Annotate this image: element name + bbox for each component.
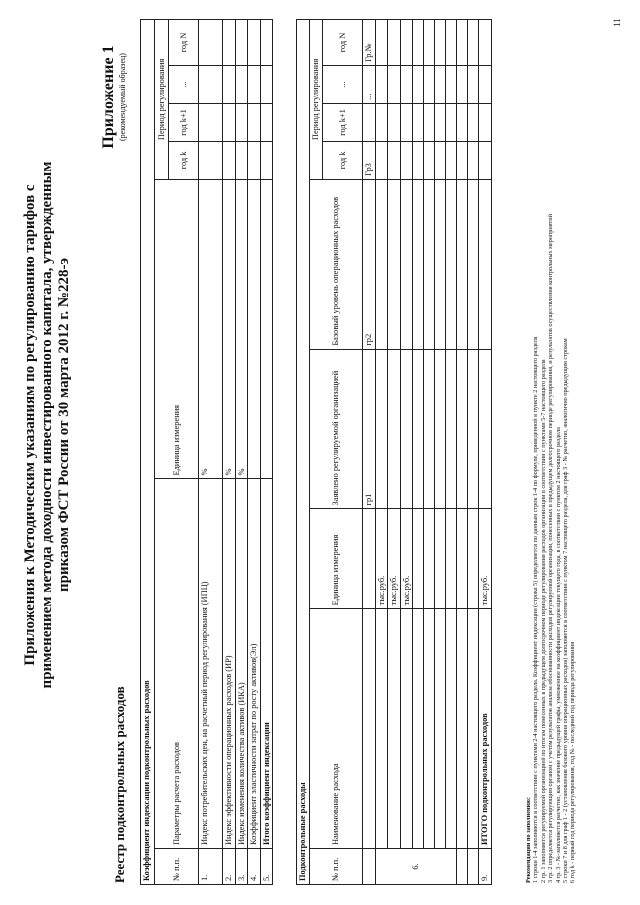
cell xyxy=(468,179,479,349)
cell xyxy=(435,179,446,349)
cell xyxy=(424,349,435,509)
cell xyxy=(446,103,457,141)
cell xyxy=(424,609,435,849)
row-name: Индекс изменения количества активов (ИКА) xyxy=(235,479,248,849)
row-num: 1. xyxy=(199,849,223,885)
table-row xyxy=(388,20,401,885)
col-header-year-n: год N xyxy=(169,20,199,66)
row-name: Коэффициент эластичности затрат по росту активов(Эл) xyxy=(248,479,261,849)
cell xyxy=(248,141,261,179)
table-row xyxy=(260,20,273,885)
cell xyxy=(388,349,401,509)
cell xyxy=(388,141,401,179)
cell xyxy=(388,179,401,349)
cell xyxy=(260,103,273,141)
cell xyxy=(400,141,413,179)
row-name: Индекс эффективности операционных расходов (ИР) xyxy=(223,479,236,849)
note-line: 1 строки 1-4 заполняются в соответствии с пунктами 2-4 настоящего раздела. Коэффициент индексации (строка 5) определяется по данным строк 1-4 по формуле, приведенной в пункте 2 настоящего раздела xyxy=(532,336,540,883)
row-unit: тыс.руб. xyxy=(375,509,388,609)
cell xyxy=(223,66,236,104)
cell xyxy=(363,509,376,609)
cell xyxy=(260,66,273,104)
col-header-year-k1: год k+1 xyxy=(169,103,199,141)
cell xyxy=(457,103,468,141)
cell xyxy=(468,849,479,885)
cell xyxy=(446,349,457,509)
cell xyxy=(235,141,248,179)
cell xyxy=(199,66,223,104)
section-title: Подконтрольные расходы xyxy=(297,20,310,885)
cell xyxy=(375,66,388,104)
row-num: 2. xyxy=(223,849,236,885)
col-header-name: Наименование расхода xyxy=(310,609,363,849)
cell xyxy=(468,349,479,509)
cell xyxy=(235,66,248,104)
cell xyxy=(199,141,223,179)
document-header xyxy=(22,145,73,705)
index-base: гр2 xyxy=(363,179,376,349)
cell xyxy=(260,20,273,66)
cell xyxy=(479,349,492,509)
cell xyxy=(468,103,479,141)
row-unit: тыс.руб. xyxy=(479,509,492,609)
cell xyxy=(413,20,424,66)
cell xyxy=(435,103,446,141)
cell xyxy=(363,609,376,849)
col-header-year-k: год k xyxy=(323,141,363,179)
cell xyxy=(457,849,468,885)
index-declared: гр1 xyxy=(363,349,376,509)
cell xyxy=(468,66,479,104)
cell xyxy=(400,349,413,509)
notes-title: Рекомендации по заполнению: xyxy=(525,797,532,883)
cell xyxy=(375,179,388,349)
cell xyxy=(235,103,248,141)
row-num: 3. xyxy=(235,849,248,885)
cell xyxy=(400,179,413,349)
cell xyxy=(363,103,376,141)
cell xyxy=(235,20,248,66)
row-unit xyxy=(248,179,261,479)
table-row xyxy=(199,20,223,885)
cell xyxy=(413,179,424,349)
cell xyxy=(435,20,446,66)
note-line: 6 год k - первый год периода регулирования, год № - последний год периода регулирования xyxy=(569,641,577,883)
table-row xyxy=(435,20,446,885)
page-number: 11 xyxy=(612,18,622,27)
cell xyxy=(446,609,457,849)
cell xyxy=(479,66,492,104)
cell xyxy=(424,103,435,141)
cell xyxy=(375,141,388,179)
cell xyxy=(457,509,468,609)
cell xyxy=(375,609,388,849)
cell xyxy=(413,141,424,179)
row-name: Итого коэффициент индексации xyxy=(260,479,273,849)
table-row-total xyxy=(479,20,492,885)
indexation-table xyxy=(140,19,273,885)
col-header-year-k1: год k+1 xyxy=(323,103,363,141)
row-unit xyxy=(435,509,446,609)
cell xyxy=(446,179,457,349)
cell xyxy=(424,141,435,179)
row-unit xyxy=(446,509,457,609)
cell xyxy=(468,609,479,849)
row-unit xyxy=(424,509,435,609)
cell xyxy=(413,609,424,849)
note-line: 5 строки 7 и 8 для граф 1 - 2 (установления базового уровня операционных расходов) заполняется в соответствии с пунктом 7 настоящего раздела, для граф 3 - № расчетно, аналогично предыдущим строкам xyxy=(562,338,570,883)
index-year-k: Гр3 xyxy=(363,141,376,179)
cell xyxy=(446,141,457,179)
row-unit: % xyxy=(235,179,248,479)
cell xyxy=(223,141,236,179)
cell xyxy=(248,103,261,141)
cell xyxy=(424,66,435,104)
cell xyxy=(457,349,468,509)
header-line-3: приказом ФСТ России от 30 марта 2012 г. №228-э xyxy=(56,258,72,592)
controlled-expenses-table xyxy=(296,19,492,885)
cell xyxy=(424,20,435,66)
cell xyxy=(479,20,492,66)
cell xyxy=(446,20,457,66)
index-year-n: Гр.№ xyxy=(363,20,376,66)
table-row xyxy=(400,20,413,885)
row-unit: % xyxy=(223,179,236,479)
cell xyxy=(435,349,446,509)
row-num: 6. xyxy=(375,849,457,885)
col-header-base: Базовый уровень операционных расходов xyxy=(310,179,363,349)
table-row-index xyxy=(363,20,376,885)
col-header-unit: Единица измерения xyxy=(155,179,199,479)
cell xyxy=(424,179,435,349)
row-unit xyxy=(260,179,273,479)
period-header: Период регулирования xyxy=(155,20,169,180)
cell xyxy=(363,849,376,885)
note-line: 2 гр. 1 заполняется регулируемой организацией по итогам понесенных в предыдущем долгосрочном периоде регулирования расходов организации в соответствии с пунктами 5-7 настоящего раздела xyxy=(539,359,547,883)
appendix-label xyxy=(100,22,127,172)
cell xyxy=(375,349,388,509)
row-unit xyxy=(413,509,424,609)
index-dots: ... xyxy=(363,66,376,104)
cell xyxy=(223,103,236,141)
row-unit: тыс.руб. xyxy=(388,509,401,609)
col-header-year-k: год k xyxy=(169,141,199,179)
cell xyxy=(446,66,457,104)
table-row xyxy=(375,20,388,885)
table-row xyxy=(457,20,468,885)
cell xyxy=(413,349,424,509)
cell xyxy=(457,141,468,179)
row-name: Индекс потребительских цен, на расчетный период регулирования (ИПЦ) xyxy=(199,479,223,849)
register-title: Реестр подконтрольных расходов xyxy=(112,686,127,883)
table-row xyxy=(424,20,435,885)
cell xyxy=(375,20,388,66)
cell xyxy=(435,66,446,104)
filling-notes xyxy=(525,23,577,883)
header-line-1: Приложения к Методическим указаниям по регулированию тарифов с xyxy=(22,184,38,666)
cell xyxy=(388,20,401,66)
cell xyxy=(413,66,424,104)
table-row xyxy=(235,20,248,885)
row-num: 4. xyxy=(248,849,261,885)
cell xyxy=(375,103,388,141)
appendix-title: Приложение 1 xyxy=(100,45,117,149)
table-row xyxy=(413,20,424,885)
cell xyxy=(468,141,479,179)
note-line: 4 гр. 3 - №-заполняется расчетно, как значение предыдущей графы, умноженное на коэффициент индексации текущего года, в соответствии с пунктом 2 настоящего раздела xyxy=(554,427,562,883)
col-header-declared: Заявлено регулируемой организацией xyxy=(310,349,363,509)
cell xyxy=(400,66,413,104)
cell xyxy=(413,103,424,141)
cell xyxy=(260,141,273,179)
table-row xyxy=(468,20,479,885)
cell xyxy=(457,609,468,849)
cell xyxy=(479,179,492,349)
table-row xyxy=(223,20,236,885)
cell xyxy=(388,66,401,104)
cell xyxy=(388,609,401,849)
appendix-subtitle: (рекомендуемый образец) xyxy=(118,53,127,141)
cell xyxy=(248,20,261,66)
cell xyxy=(435,141,446,179)
cell xyxy=(388,103,401,141)
table-row xyxy=(446,20,457,885)
cell xyxy=(468,20,479,66)
col-header-dots: ... xyxy=(169,66,199,104)
table-row xyxy=(248,20,261,885)
cell xyxy=(400,609,413,849)
header-line-2: применением метода доходности инвестированного капитала, утвержденным xyxy=(39,161,55,689)
col-header-num: № п.п. xyxy=(310,849,363,885)
section-title: Коэффициент индексации подконтрольных расходов xyxy=(141,20,155,885)
cell xyxy=(479,141,492,179)
cell xyxy=(479,103,492,141)
col-header-num: № п.п. xyxy=(155,849,199,885)
cell xyxy=(400,103,413,141)
row-num: 5. xyxy=(260,849,273,885)
col-header-params: Параметры расчета расходов xyxy=(155,479,199,849)
row-unit: % xyxy=(199,179,223,479)
cell xyxy=(223,20,236,66)
cell xyxy=(457,66,468,104)
row-name: ИТОГО подконтрольных расходов xyxy=(479,609,492,849)
cell xyxy=(199,103,223,141)
cell xyxy=(457,179,468,349)
cell xyxy=(199,20,223,66)
period-header: Период регулирования xyxy=(310,20,323,180)
cell xyxy=(468,509,479,609)
cell xyxy=(457,20,468,66)
cell xyxy=(400,20,413,66)
col-header-dots: ... xyxy=(323,66,363,104)
cell xyxy=(248,66,261,104)
col-header-year-n: год N xyxy=(323,20,363,66)
row-num: 9. xyxy=(479,849,492,885)
note-line: 3 гр. 2 определяется регулирующим органом с учетом результатов анализа обоснованности расходов регулируемой организации, понесенных в предыдущем долгосрочном периоде регулирования, и результатов осуществления контрольных мероприятий xyxy=(547,214,555,883)
row-unit: тыс.руб. xyxy=(400,509,413,609)
cell xyxy=(435,609,446,849)
col-header-unit: Единица измерения xyxy=(310,509,363,609)
